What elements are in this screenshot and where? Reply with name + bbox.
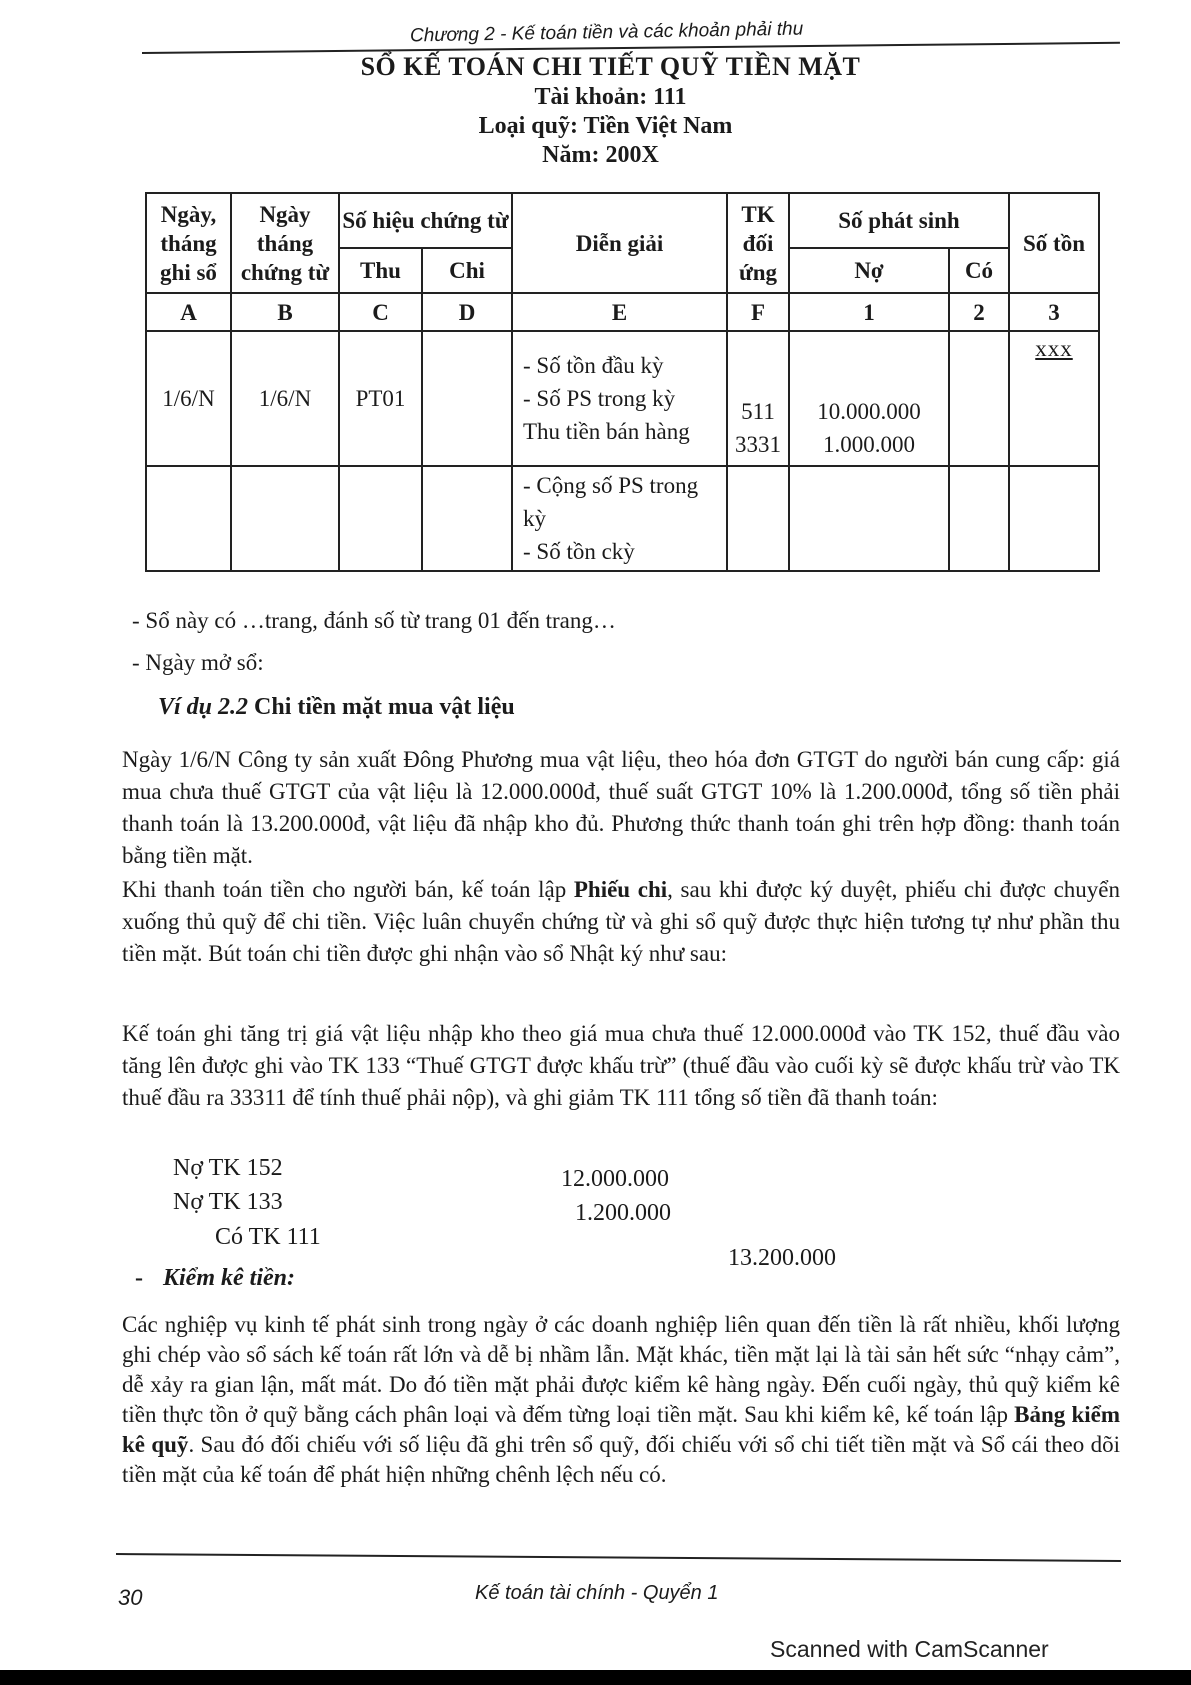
row1-co bbox=[949, 331, 1009, 466]
kiem-ke-title: Kiểm kê tiền: bbox=[163, 1265, 295, 1291]
row2-dien-giai: - Cộng số PS trong kỳ - Số tồn ckỳ bbox=[512, 466, 727, 571]
row2-cell bbox=[146, 466, 231, 571]
note-open-date: - Ngày mở sổ: bbox=[132, 650, 264, 675]
row1-tk: 511 3331 bbox=[727, 331, 789, 466]
phieu-chi-term: Phiếu chi bbox=[573, 877, 668, 902]
footer-rule bbox=[116, 1553, 1121, 1562]
row2-cell bbox=[422, 466, 512, 571]
header-dien-giai: Diễn giải bbox=[512, 193, 727, 293]
header-tk-doi-ung: TK đối ứng bbox=[727, 193, 789, 293]
header-chi: Chi bbox=[422, 248, 512, 293]
year-line: Năm: 200X bbox=[542, 142, 659, 168]
row1-dien-giai: - Số tồn đầu kỳ - Số PS trong kỳ Thu tiền bán hàng bbox=[512, 331, 727, 466]
entry-co-111: Có TK 111 bbox=[215, 1224, 321, 1250]
table-row bbox=[146, 331, 1099, 466]
account-line: Tài khoản: 111 bbox=[534, 84, 687, 110]
code-cell: 1 bbox=[789, 293, 949, 331]
chapter-header: Chương 2 - Kế toán tiền và các khoản phải thu bbox=[409, 18, 804, 47]
row2-cell bbox=[231, 466, 339, 571]
example-paragraph-2: Khi thanh toán tiền cho người bán, kế toán lập Phiếu chi, sau khi được ký duyệt, phiếu chi được chuyển xuống thủ quỹ để chi tiền. Việc luân chuyển chứng từ và ghi sổ quỹ được thực hiện tương tự như phần thu tiền mặt. Bút toán chi tiền được ghi nhận vào sổ Nhật ký như sau: bbox=[122, 877, 1120, 966]
header-co: Có bbox=[949, 248, 1009, 293]
code-cell: D bbox=[422, 293, 512, 331]
note-page-count: - Sổ này có …trang, đánh số từ trang 01 đến trang… bbox=[132, 608, 616, 633]
header-so-phat-sinh: Số phát sinh bbox=[789, 193, 1009, 248]
row1-so-ton: xxx bbox=[1009, 331, 1099, 466]
code-cell: F bbox=[727, 293, 789, 331]
entry-no-133: Nợ TK 133 bbox=[173, 1189, 283, 1215]
entry-value-111: 13.200.000 bbox=[728, 1245, 836, 1271]
row1-thu: PT01 bbox=[339, 331, 422, 466]
example-label: Ví dụ 2.2 bbox=[158, 694, 249, 720]
row2-cell bbox=[727, 466, 789, 571]
scanner-watermark: Scanned with CamScanner bbox=[770, 1636, 1049, 1662]
example-paragraph-3: Kế toán ghi tăng trị giá vật liệu nhập kho theo giá mua chưa thuế 12.000.000đ vào TK 152, thuế đầu vào tăng lên được ghi vào TK 133 “Thuế GTGT được khấu trừ” (thuế đầu vào cuối kỳ sẽ được khấu trừ vào TK thuế đầu ra 33311 để tính thuế phải nộp), và ghi giảm TK 111 tổng số tiền đã thanh toán: bbox=[122, 1021, 1120, 1110]
entry-value-133: 1.200.000 bbox=[575, 1200, 671, 1226]
row2-cell bbox=[949, 466, 1009, 571]
code-cell: 3 bbox=[1009, 293, 1099, 331]
row2-cell bbox=[1009, 466, 1099, 571]
ledger-title: SỔ KẾ TOÁN CHI TIẾT QUỸ TIỀN MẶT bbox=[360, 52, 861, 81]
ledger-title-block bbox=[0, 52, 1191, 169]
kiem-ke-bullet: - bbox=[135, 1265, 143, 1291]
row1-no: 10.000.000 1.000.000 bbox=[789, 331, 949, 466]
row1-chi bbox=[422, 331, 512, 466]
kiem-ke-heading bbox=[135, 1265, 295, 1292]
row1-ngay-chung-tu: 1/6/N bbox=[231, 331, 339, 466]
entry-value-152: 12.000.000 bbox=[561, 1166, 669, 1192]
header-so-hieu: Số hiệu chứng từ bbox=[339, 193, 512, 248]
cash-ledger-table bbox=[145, 192, 1100, 572]
code-cell: A bbox=[146, 293, 231, 331]
page-number: 30 bbox=[118, 1585, 143, 1610]
example-paragraph-1: Ngày 1/6/N Công ty sản xuất Đông Phương mua vật liệu, theo hóa đơn GTGT do người bán cung cấp: giá mua chưa thuế GTGT của vật liệu là 12.000.000đ, thuế suất GTGT 10% là 1.200.000đ, tổng số tiền phải thanh toán là 13.200.000đ, vật liệu đã nhập kho đủ. Phương thức thanh toán ghi trên hợp đồng: thanh toán bằng tiền mặt. bbox=[122, 747, 1120, 868]
bottom-bar bbox=[0, 1670, 1191, 1685]
kiem-ke-paragraph: Các nghiệp vụ kinh tế phát sinh trong ngày ở các doanh nghiệp liên quan đến tiền là rất nhiều, khối lượng ghi chép vào sổ sách kế toán rất lớn và dễ bị nhầm lẫn. Mặt khác, tiền mặt lại là tài sản hết sức “nhạy cảm”, dễ xảy ra gian lận, mất mát. Do đó tiền mặt phải được kiểm kê hàng ngày. Đến cuối ngày, thủ quỹ kiểm kê tiền thực tồn ở quỹ bằng cách phân loại và đếm từng loại tiền mặt. Sau khi kiểm kê, kế toán lập Bảng kiểm kê quỹ. Sau đó đối chiếu với số liệu đã ghi trên sổ quỹ, đối chiếu với sổ chi tiết tiền mặt và Sổ cái theo dõi tiền mặt của kế toán để phát hiện những chênh lệch nếu có. bbox=[122, 1312, 1120, 1487]
code-cell: 2 bbox=[949, 293, 1009, 331]
table-row bbox=[146, 466, 1099, 571]
row1-ngay-ghi-so: 1/6/N bbox=[146, 331, 231, 466]
code-cell: B bbox=[231, 293, 339, 331]
book-title: Kế toán tài chính - Quyển 1 bbox=[475, 1582, 719, 1604]
example-title: Chi tiền mặt mua vật liệu bbox=[254, 694, 515, 720]
header-no: Nợ bbox=[789, 248, 949, 293]
header-so-ton: Số tồn bbox=[1009, 193, 1099, 293]
row2-cell bbox=[789, 466, 949, 571]
code-cell: C bbox=[339, 293, 422, 331]
header-ngay-chung-tu: Ngày tháng chứng từ bbox=[231, 193, 339, 293]
header-ngay-ghi-so: Ngày, tháng ghi sổ bbox=[146, 193, 231, 293]
fund-type-line: Loại quỹ: Tiền Việt Nam bbox=[478, 113, 733, 139]
header-thu: Thu bbox=[339, 248, 422, 293]
row2-cell bbox=[339, 466, 422, 571]
example-heading bbox=[158, 694, 515, 721]
entry-no-152: Nợ TK 152 bbox=[173, 1155, 283, 1181]
code-cell: E bbox=[512, 293, 727, 331]
bang-kiem-ke-term: Bảng kiểm kê quỹ bbox=[122, 1402, 1120, 1457]
